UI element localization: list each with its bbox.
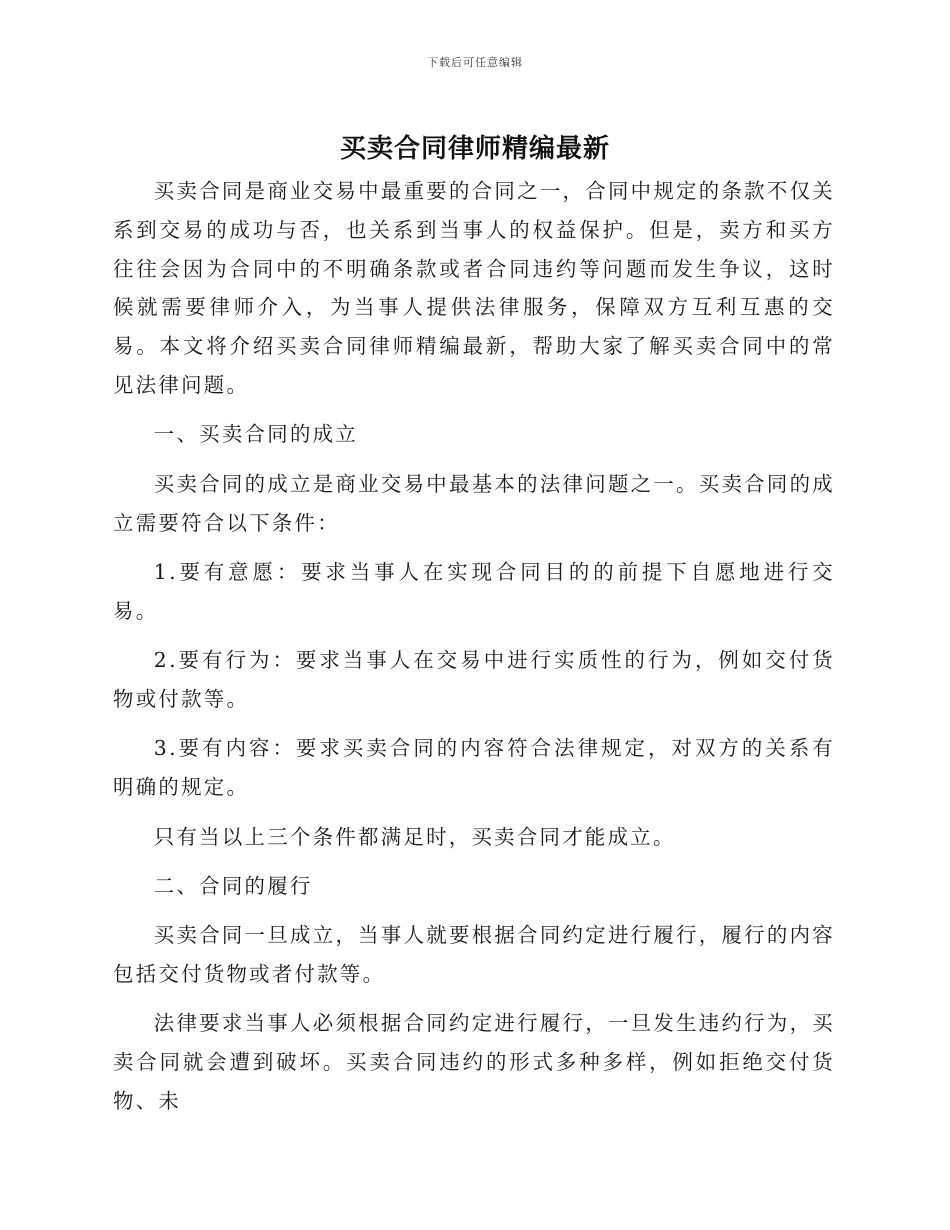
section-heading-formation: 一、买卖合同的成立	[153, 422, 359, 447]
list-item-condition-3: 3.要有内容：要求买卖合同的内容符合法律规定，对双方的关系有明确的规定。	[113, 736, 835, 800]
list-item-condition-1: 1.要有意愿：要求当事人在实现合同目的的前提下自愿地进行交易。	[113, 559, 835, 623]
paragraph-conclusion: 只有当以上三个条件都满足时，买卖合同才能成立。	[153, 824, 676, 849]
paragraph-intro: 买卖合同是商业交易中最重要的合同之一，合同中规定的条款不仅关系到交易的成功与否，也关系到当事人的权益保护。但是，卖方和买方往往会因为合同中的不明确条款或者合同违约等问题而发生争议，这时候就需要律师介入，为当事人提供法律服务，保障双方互利互惠的交易。本文将介绍买卖合同律师精编最新，帮助大家了解买卖合同中的常见法律问题。	[113, 179, 835, 397]
section-heading-performance: 二、合同的履行	[153, 873, 313, 898]
paragraph-breach: 法律要求当事人必须根据合同约定进行履行，一旦发生违约行为，买卖合同就会遭到破坏。买卖合同违约的形式多种多样，例如拒绝交付货物、未	[113, 1011, 835, 1114]
list-item-condition-2: 2.要有行为：要求当事人在交易中进行实质性的行为，例如交付货物或付款等。	[113, 648, 835, 711]
header-note: 下载后可任意编辑	[427, 56, 523, 69]
paragraph-formation: 买卖合同的成立是商业交易中最基本的法律问题之一。买卖合同的成立需要符合以下条件：	[113, 471, 835, 535]
document-body	[113, 172, 835, 1131]
document-title: 买卖合同律师精编最新	[339, 134, 610, 164]
paragraph-performance: 买卖合同一旦成立，当事人就要根据合同约定进行履行，履行的内容包括交付货物或者付款等。	[113, 923, 835, 987]
